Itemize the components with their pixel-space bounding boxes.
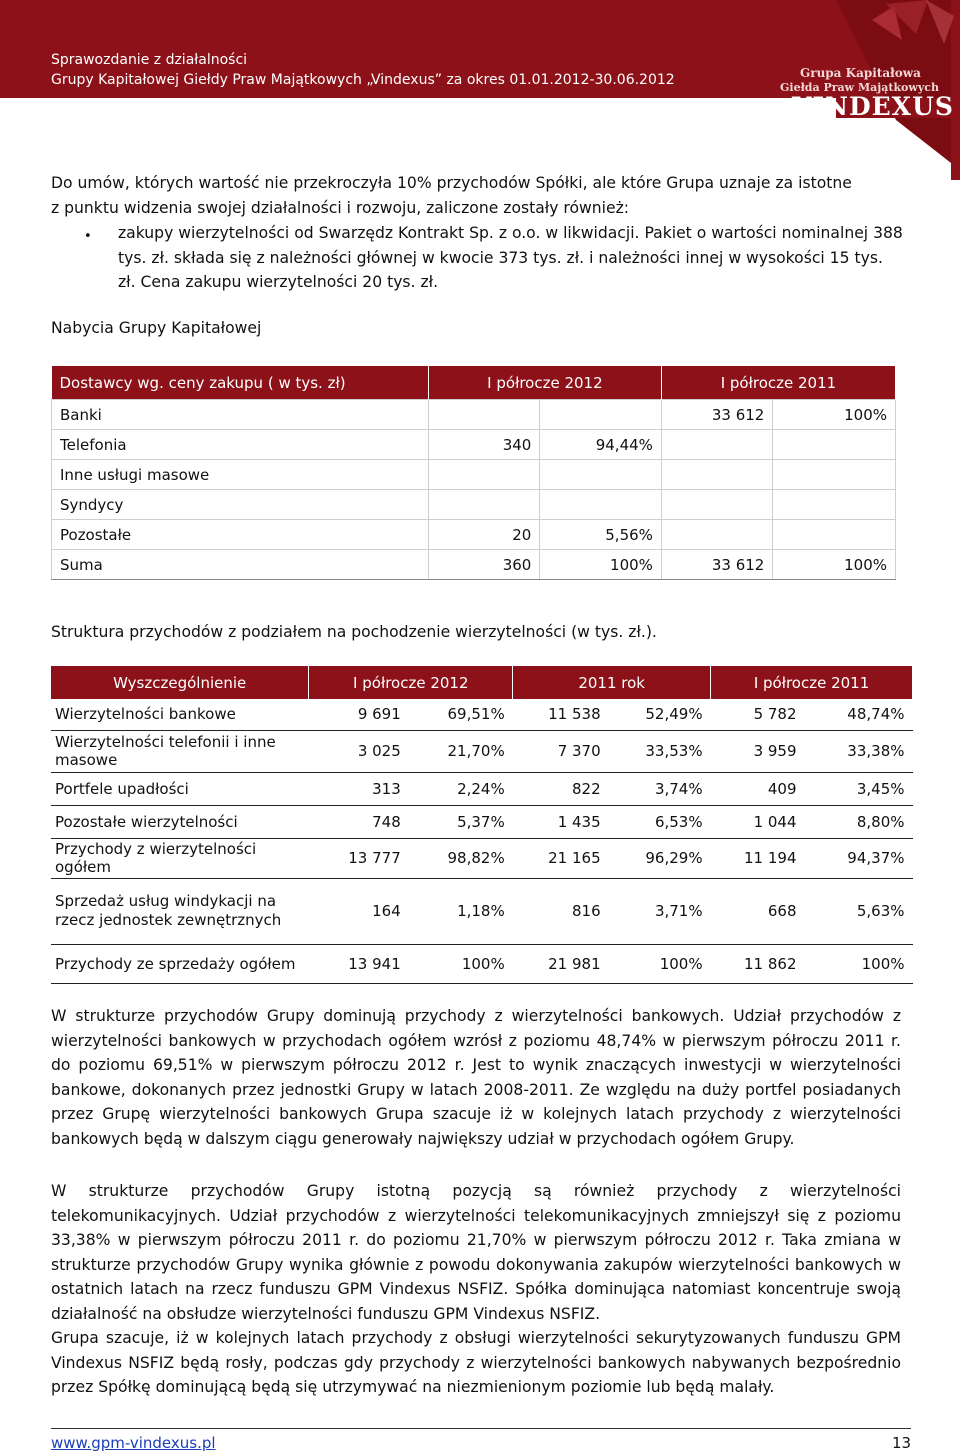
column-header: 2011 rok <box>513 666 711 699</box>
table-cell: 33 612 <box>661 400 772 430</box>
table-cell: 5,56% <box>540 520 662 550</box>
table-cell: Syndycy <box>52 490 429 520</box>
section-title-acquisitions: Nabycia Grupy Kapitałowej <box>51 319 262 337</box>
table-cell: 5 782 <box>711 699 805 730</box>
table-cell: 3 025 <box>309 730 409 772</box>
table-row <box>51 805 913 838</box>
table-cell: 94,44% <box>540 430 662 460</box>
table-cell: 3 959 <box>711 730 805 772</box>
table-row <box>51 838 913 878</box>
table-cell: Przychody ze sprzedaży ogółem <box>51 944 309 983</box>
table-cell: 48,74% <box>805 699 913 730</box>
table-cell: 668 <box>711 878 805 944</box>
table-row <box>51 730 913 772</box>
table-cell: 11 862 <box>711 944 805 983</box>
table-cell: 21 981 <box>513 944 609 983</box>
table-cell <box>428 400 539 430</box>
table-cell: 94,37% <box>805 838 913 878</box>
report-title: Sprawozdanie z działalności <box>51 52 248 68</box>
table-cell: 96,29% <box>609 838 711 878</box>
table-cell: 5,63% <box>805 878 913 944</box>
table-cell: 409 <box>711 772 805 805</box>
table-cell: 822 <box>513 772 609 805</box>
table-cell: 100% <box>773 550 896 580</box>
table-cell: 7 370 <box>513 730 609 772</box>
paragraph-telecom-receivables: W strukturze przychodów Grupy istotną pozycją są również przychody z wierzytelności telekomunikacyjnych. Udział przychodów z wierzytelności telekomunikacyjnych zmniejszył się z poziomu 33,38% w pierwszym półroczu 2011 r. do poziomu 21,70% w pierwszym półroczu 2012 r. Taka zmiana w strukturze przychodów Grupy wynika głównie z powodu dokonywania zakupów wierzytelności bankowych w ostatnich latach na rzecz funduszu GPM Vindexus NSFIZ. Spółka dominująca natomiast koncentruje swoją działalność na obsłudze wierzytelności funduszu GPM Vindexus NSFIZ. <box>51 1182 901 1323</box>
table-cell: Telefonia <box>52 430 429 460</box>
table-cell <box>428 490 539 520</box>
table-header-row <box>52 366 896 400</box>
column-header: I półrocze 2011 <box>711 666 913 699</box>
table-cell <box>773 520 896 550</box>
revenue-structure-table <box>51 666 913 984</box>
table-header-row <box>51 666 913 699</box>
table-cell: Wierzytelności bankowe <box>51 699 309 730</box>
logo-text-middle: Giełda Praw Majątkowych <box>780 81 939 94</box>
table-cell <box>773 490 896 520</box>
table-row <box>51 944 913 983</box>
table-cell <box>661 520 772 550</box>
table-cell: Pozostałe <box>52 520 429 550</box>
intro-paragraph: Do umów, których wartość nie przekroczyła 10% przychodów Spółki, ale które Grupa uznaje za istotne z punktu widzenia swojej działalności i rozwoju, zaliczone zostały również: <box>51 174 852 217</box>
table-cell: 313 <box>309 772 409 805</box>
table-row <box>52 550 896 580</box>
bullet-item-text: zakupy wierzytelności od Swarzędz Kontrakt Sp. z o.o. w likwidacji. Pakiet o wartości nominalnej 388 tys. zł. składa się z należności głównej w kwocie 373 tys. zł. i należności innej w wysokości 15 tys. zł. Cena zakupu wierzytelności 20 tys. zł. <box>118 224 903 291</box>
page-number: 13 <box>892 1434 912 1452</box>
table-cell: Suma <box>52 550 429 580</box>
table-cell: 13 941 <box>309 944 409 983</box>
table-cell <box>540 400 662 430</box>
table-cell: Inne usługi masowe <box>52 460 429 490</box>
table-cell <box>540 490 662 520</box>
table-cell <box>661 460 772 490</box>
logo-text-top: Grupa Kapitałowa <box>800 66 921 80</box>
table-cell: 1 044 <box>711 805 805 838</box>
table-cell: 11 194 <box>711 838 805 878</box>
column-header: Dostawcy wg. ceny zakupu ( w tys. zł) <box>52 366 429 400</box>
table-cell: 1,18% <box>409 878 513 944</box>
table-cell: 816 <box>513 878 609 944</box>
table-cell <box>428 460 539 490</box>
table-cell: Portfele upadłości <box>51 772 309 805</box>
table-row <box>51 699 913 730</box>
table-cell: 33,53% <box>609 730 711 772</box>
table-cell: 33,38% <box>805 730 913 772</box>
table-cell: Pozostałe wierzytelności <box>51 805 309 838</box>
footer-divider <box>51 1428 911 1429</box>
table-cell: 100% <box>609 944 711 983</box>
table-cell: 21 165 <box>513 838 609 878</box>
table-cell: Banki <box>52 400 429 430</box>
table-cell <box>661 430 772 460</box>
paragraph-outlook: Grupa szacuje, iż w kolejnych latach przychody z obsługi wierzytelności sekurytyzowanych funduszu GPM Vindexus NSFIZ będą rosły, podczas gdy przychody z wierzytelności bankowych nabywanych bezpośrednio przez Spółkę dominującą będą się utrzymywać na niezmienionym poziomie lub będą malały. <box>51 1329 901 1396</box>
table-cell: 6,53% <box>609 805 711 838</box>
column-header: I półrocze 2012 <box>428 366 661 400</box>
table-cell: 100% <box>773 400 896 430</box>
column-header: I półrocze 2011 <box>661 366 895 400</box>
table-cell <box>773 460 896 490</box>
table-cell: 3,74% <box>609 772 711 805</box>
table-row <box>52 520 896 550</box>
table-cell: 5,37% <box>409 805 513 838</box>
table-cell: 3,71% <box>609 878 711 944</box>
table-row <box>52 460 896 490</box>
table-cell: 98,82% <box>409 838 513 878</box>
logo-text-brand: VINDEXUS <box>792 92 954 121</box>
table-cell <box>661 490 772 520</box>
table-row <box>51 772 913 805</box>
table-cell: 2,24% <box>409 772 513 805</box>
table-cell: 13 777 <box>309 838 409 878</box>
table-cell: 1 435 <box>513 805 609 838</box>
table-cell: 9 691 <box>309 699 409 730</box>
table-cell: 8,80% <box>805 805 913 838</box>
table-row <box>51 878 913 944</box>
table-row <box>52 490 896 520</box>
table-cell: 748 <box>309 805 409 838</box>
table-cell: 100% <box>805 944 913 983</box>
report-subtitle: Grupy Kapitałowej Giełdy Praw Majątkowych „Vindexus” za okres 01.01.2012-30.06.2012 <box>51 72 675 88</box>
section-title-revenue-structure: Struktura przychodów z podziałem na pochodzenie wierzytelności (w tys. zł.). <box>51 623 657 641</box>
table-cell: 164 <box>309 878 409 944</box>
table-cell <box>540 460 662 490</box>
table-cell: Przychody z wierzytelności ogółem <box>51 838 309 878</box>
table-cell: Sprzedaż usług windykacji na rzecz jednostek zewnętrznych <box>51 878 309 944</box>
table-cell: 33 612 <box>661 550 772 580</box>
column-header: I półrocze 2012 <box>309 666 513 699</box>
table-cell: 21,70% <box>409 730 513 772</box>
table-cell: 340 <box>428 430 539 460</box>
website-link[interactable]: www.gpm-vindexus.pl <box>51 1434 216 1452</box>
acquisitions-table <box>51 366 896 580</box>
table-cell: 100% <box>409 944 513 983</box>
table-cell: 11 538 <box>513 699 609 730</box>
column-header: Wyszczególnienie <box>51 666 309 699</box>
table-cell: 360 <box>428 550 539 580</box>
table-cell: 69,51% <box>409 699 513 730</box>
table-row <box>52 400 896 430</box>
bullet-dot-icon: • <box>84 229 92 244</box>
table-cell: 20 <box>428 520 539 550</box>
table-cell: 52,49% <box>609 699 711 730</box>
paragraph-bank-receivables: W strukturze przychodów Grupy dominują przychody z wierzytelności bankowych. Udział przychodów z wierzytelności bankowych w przychodach ogółem wzrósł z poziomu 48,74% w pierwszym półroczu 2011 r. do poziomu 69,51% w pierwszym półroczu 2012 r. Jest to wynik znaczących inwestycji w wierzytelności bankowe, dokonanych przez jednostki Grupy w latach 2008-2011. Ze względu na duży portfel posiadanych przez Grupę wierzytelności bankowych Grupa szacuje iż w kolejnych latach przychody z wierzytelności bankowych będą w dalszym ciągu generowały największy udział w przychodach ogółem Grupy. <box>51 1007 901 1148</box>
table-row <box>52 430 896 460</box>
table-cell: Wierzytelności telefonii i inne masowe <box>51 730 309 772</box>
table-cell: 100% <box>540 550 662 580</box>
table-cell <box>773 430 896 460</box>
table-cell: 3,45% <box>805 772 913 805</box>
